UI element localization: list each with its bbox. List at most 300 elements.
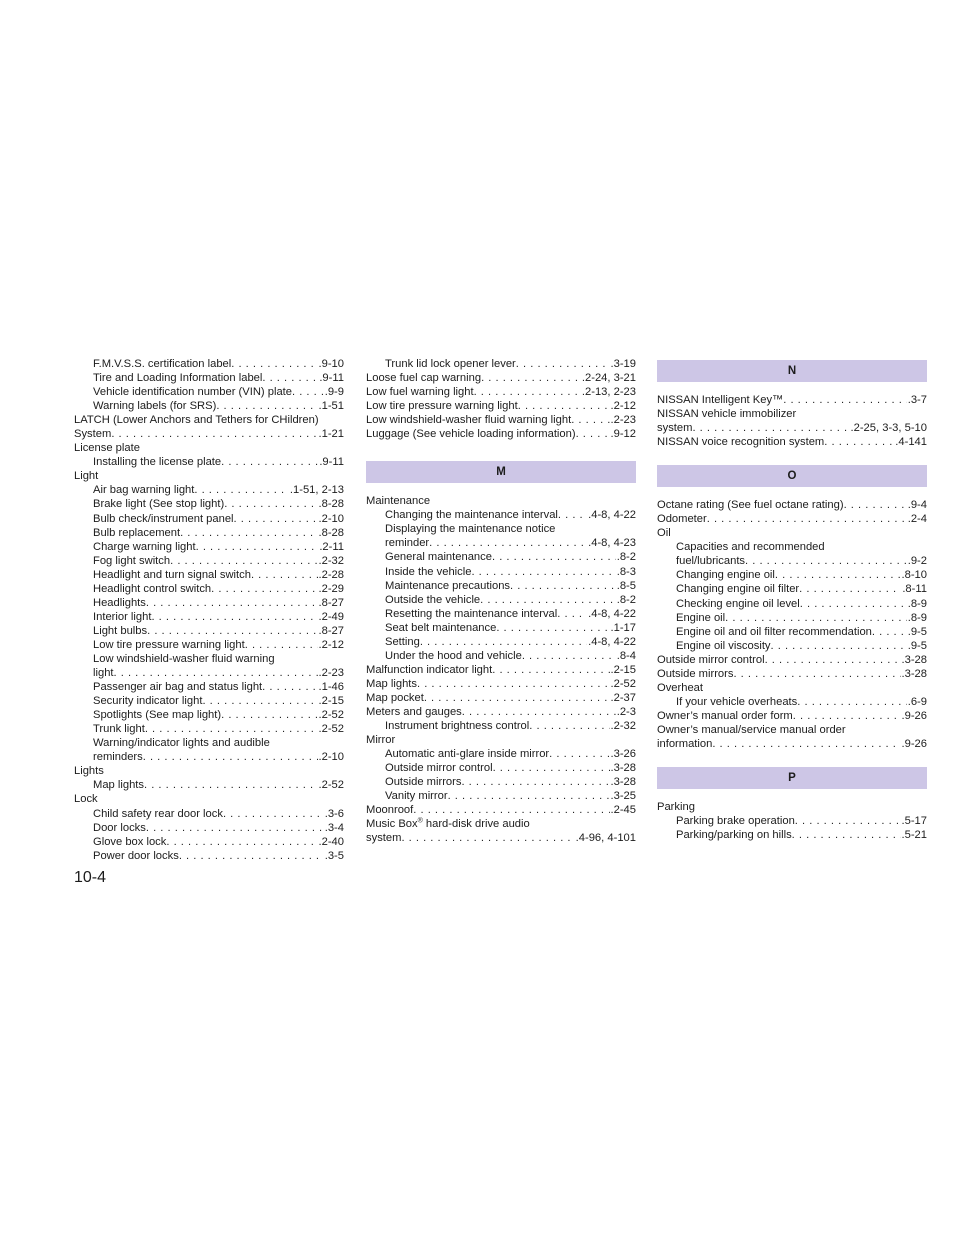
index-entry-page: .4-8, 4-22 — [588, 607, 636, 620]
index-entry-text: Instrument brightness control — [385, 720, 530, 733]
index-entry — [74, 694, 344, 708]
dot-leader — [775, 568, 901, 582]
index-entry — [74, 497, 344, 511]
index-entry-page: .2-52 — [610, 677, 636, 690]
index-entry-text: Outside the vehicle — [385, 593, 481, 606]
dot-leader — [522, 649, 616, 663]
dot-leader — [170, 554, 317, 568]
index-entry — [657, 407, 927, 421]
dot-leader — [480, 593, 616, 607]
dot-leader — [146, 821, 324, 835]
index-entry-text: License plate — [74, 442, 140, 455]
dot-leader — [231, 357, 317, 371]
index-entry — [74, 652, 344, 666]
index-entry-page: .5-17 — [901, 815, 927, 828]
spacer — [366, 483, 636, 494]
index-entry-text: Displaying the maintenance notice — [385, 523, 556, 536]
index-entry-text: system — [366, 832, 402, 845]
index-entry — [74, 666, 344, 680]
index-entry-page: .2-12 — [318, 638, 344, 651]
index-entry — [366, 733, 636, 747]
dot-leader — [481, 371, 581, 385]
index-entry-text: Low windshield-washer fluid warning — [93, 652, 275, 665]
index-entry — [657, 800, 927, 814]
index-entry — [657, 828, 927, 842]
index-entry-page: .2-23 — [610, 414, 636, 427]
index-entry — [657, 639, 927, 653]
dot-leader — [492, 663, 609, 677]
index-entry — [366, 817, 636, 831]
index-entry-page: .3-28 — [901, 667, 927, 680]
index-entry-text: Moonroof — [366, 804, 414, 817]
index-entry — [366, 691, 636, 705]
index-entry — [657, 814, 927, 828]
index-entry — [74, 722, 344, 736]
index-entry-text: Power door locks — [93, 849, 179, 862]
index-entry-page: .8-27 — [318, 596, 344, 609]
index-entry-text: Owner’s manual/service manual order — [657, 723, 846, 736]
index-entry-text: information — [657, 737, 713, 750]
index-entry-text: If your vehicle overheats — [676, 695, 798, 708]
index-entry-page: .3-19 — [610, 358, 636, 370]
index-entry-text: Luggage (See vehicle loading information) — [366, 428, 576, 441]
index-entry — [366, 663, 636, 677]
index-entry-page: .2-52 — [318, 709, 344, 722]
index-entry-page: .3-6 — [324, 807, 344, 820]
index-entry — [366, 371, 636, 385]
dot-leader — [251, 568, 318, 582]
index-entry — [657, 695, 927, 709]
index-entry — [74, 792, 344, 806]
index-entry — [74, 427, 344, 441]
index-entry-text: Loose fuel cap warning — [366, 372, 482, 385]
index-entry-page: .9-12 — [610, 428, 636, 441]
index-entry-page: .2-23 — [318, 667, 344, 680]
index-entry-page: .1-17 — [610, 621, 636, 634]
index-entry-text: Inside the vehicle — [385, 565, 472, 578]
dot-leader — [516, 357, 610, 371]
index-entry-text: NISSAN Intelligent Key™ — [657, 394, 784, 406]
index-entry-text: reminder — [385, 537, 430, 550]
index-entry — [74, 483, 344, 497]
dot-leader — [151, 610, 317, 624]
dot-leader — [292, 385, 324, 399]
index-entry-text: Map pocket — [366, 691, 424, 704]
dot-leader — [223, 807, 324, 821]
index-entry-text: Trunk lid lock opener lever — [385, 358, 516, 370]
index-entry — [366, 789, 636, 803]
index-entry-text: Child safety rear door lock — [93, 807, 223, 820]
dot-leader — [496, 621, 609, 635]
spacer — [366, 441, 636, 461]
index-entry — [657, 597, 927, 611]
index-entry — [366, 550, 636, 564]
index-entry — [366, 427, 636, 441]
index-entry — [74, 849, 344, 863]
index-entry-text: reminders — [93, 751, 143, 764]
index-entry-text: Changing engine oil filter — [676, 583, 800, 596]
dot-leader — [571, 413, 609, 427]
index-entry — [74, 750, 344, 764]
index-entry-text: Warning/indicator lights and audible — [93, 737, 270, 750]
index-entry — [366, 357, 636, 371]
index-entry-page: .2-24, 3-21 — [581, 372, 636, 385]
index-entry — [657, 681, 927, 695]
dot-leader — [707, 512, 907, 526]
index-entry — [366, 413, 636, 427]
index-entry-text: Capacities and recommended — [676, 541, 825, 554]
section-header-n: N — [657, 360, 927, 382]
index-entry — [366, 649, 636, 663]
dot-leader — [712, 737, 900, 751]
index-entry — [366, 831, 636, 845]
index-entry — [366, 775, 636, 789]
index-entry — [657, 498, 927, 512]
index-entry-page: .2-15 — [318, 695, 344, 708]
index-entry-text: NISSAN vehicle immobilizer — [657, 408, 797, 421]
dot-leader — [420, 635, 587, 649]
index-entry-text: Checking engine oil level — [676, 597, 800, 610]
index-entry-page: .2-3 — [616, 705, 636, 718]
index-entry — [74, 778, 344, 792]
dot-leader — [844, 498, 907, 512]
index-entry-page: .9-10 — [318, 358, 344, 370]
index-entry-text: Parking brake operation — [676, 815, 795, 828]
index-entry-page: .2-13, 2-23 — [581, 386, 636, 399]
dot-leader — [576, 427, 610, 441]
index-entry-text: Brake light (See stop light) — [93, 498, 225, 511]
dot-leader — [196, 540, 319, 554]
index-entry — [366, 803, 636, 817]
index-entry-text: Spotlights (See map light) — [93, 709, 222, 722]
index-entry — [74, 596, 344, 610]
dot-leader — [224, 497, 317, 511]
index-entry — [74, 441, 344, 455]
index-entry — [74, 736, 344, 750]
dot-leader — [549, 747, 609, 761]
index-entry-text: Maintenance — [366, 495, 431, 508]
index-entry — [74, 469, 344, 483]
index-entry — [366, 761, 636, 775]
index-entry — [74, 624, 344, 638]
index-entry-text: Lights — [74, 765, 104, 778]
index-entry-text: Installing the license plate — [93, 456, 222, 469]
index-entry — [657, 582, 927, 596]
spacer — [657, 449, 927, 465]
index-entry-text: Light — [74, 470, 99, 483]
dot-leader — [462, 705, 616, 719]
dot-leader — [245, 638, 318, 652]
index-entry-text: fuel/lubricants — [676, 555, 746, 568]
index-entry-page: .8-2 — [616, 593, 636, 606]
index-entry-text: Vanity mirror — [385, 790, 448, 803]
section-header-o: O — [657, 465, 927, 487]
index-entry — [657, 554, 927, 568]
dot-leader — [216, 399, 317, 413]
index-entry-text: Trunk light — [93, 723, 145, 736]
index-entry-text: Changing the maintenance interval — [385, 509, 558, 522]
index-entry — [74, 455, 344, 469]
index-entry — [366, 565, 636, 579]
index-entry-page: .2-52 — [318, 779, 344, 792]
dot-leader — [448, 789, 610, 803]
spacer — [657, 382, 927, 393]
dot-leader — [234, 512, 318, 526]
dot-leader — [824, 435, 894, 449]
index-entry-page: .1-46 — [318, 681, 344, 694]
dot-leader — [143, 750, 318, 764]
index-column-3 — [657, 357, 927, 842]
index-entry — [366, 607, 636, 621]
spacer — [657, 487, 927, 498]
dot-leader — [179, 849, 324, 863]
spacer — [657, 751, 927, 767]
index-entry-text: Parking/parking on hills — [676, 829, 792, 842]
index-entry-text: Under the hood and vehicle — [385, 649, 522, 662]
index-entry-page: .2-10 — [318, 751, 344, 764]
dot-leader — [492, 550, 616, 564]
index-entry — [74, 610, 344, 624]
index-entry — [74, 835, 344, 849]
index-entry-text: Map lights — [93, 779, 144, 792]
dot-leader — [493, 761, 610, 775]
index-entry — [657, 737, 927, 751]
index-entry-text: Overheat — [657, 681, 704, 694]
index-entry-page: .8-3 — [616, 565, 636, 578]
index-entry — [366, 494, 636, 508]
index-entry — [74, 399, 344, 413]
index-entry-page: .2-12 — [610, 400, 636, 413]
index-entry-page: .3-5 — [324, 849, 344, 862]
index-entry-page: .9-5 — [907, 625, 927, 638]
index-entry-text: F.M.V.S.S. certification label — [93, 358, 232, 370]
index-entry-page: .8-11 — [902, 583, 927, 596]
index-entry — [74, 413, 344, 427]
dot-leader — [692, 421, 849, 435]
dot-leader — [144, 778, 318, 792]
index-entry — [366, 522, 636, 536]
index-column-2 — [366, 357, 636, 845]
dot-leader — [145, 722, 318, 736]
index-entry-page: .4-8, 4-22 — [588, 635, 636, 648]
index-entry-page: .9-11 — [319, 372, 344, 385]
index-entry — [74, 540, 344, 554]
dot-leader — [166, 835, 317, 849]
index-entry — [657, 393, 927, 407]
index-entry-text: Tire and Loading Information label — [93, 372, 263, 385]
index-entry-text: Seat belt maintenance — [385, 621, 497, 634]
index-entry — [366, 621, 636, 635]
index-entry — [74, 385, 344, 399]
dot-leader — [417, 677, 610, 691]
dot-leader — [461, 775, 609, 789]
index-entry-page: .8-27 — [318, 624, 344, 637]
index-entry-text: Maintenance precautions — [385, 579, 511, 592]
index-entry-text: light — [93, 667, 114, 680]
index-entry — [74, 708, 344, 722]
index-entry-text: Engine oil viscosity — [676, 639, 771, 652]
index-entry-page: .1-21 — [318, 428, 344, 441]
index-entry-page: .3-28 — [610, 762, 636, 775]
index-entry-text: Map lights — [366, 677, 417, 690]
dot-leader — [733, 667, 900, 681]
index-entry-page: .2-45 — [610, 804, 636, 817]
index-entry-text: Bulb check/instrument panel — [93, 512, 234, 525]
index-entry-page: .2-52 — [318, 723, 344, 736]
dot-leader — [429, 536, 587, 550]
index-entry — [74, 512, 344, 526]
index-entry-text: Meters and gauges — [366, 705, 462, 718]
index-entry-page: .8-28 — [318, 526, 344, 539]
index-entry — [366, 593, 636, 607]
index-entry-text: Outside mirrors — [657, 667, 734, 680]
dot-leader — [424, 691, 610, 705]
index-entry — [74, 371, 344, 385]
index-entry-page: .9-5 — [907, 639, 927, 652]
index-entry-page: .9-26 — [901, 737, 927, 750]
index-entry-text: Octane rating (See fuel octane rating) — [657, 499, 844, 512]
index-entry-page: .1-51, 2-13 — [289, 484, 344, 497]
index-entry-text: Parking — [657, 801, 695, 814]
index-entry-page: .2-32 — [318, 554, 344, 567]
index-entry-page: .2-10 — [318, 512, 344, 525]
dot-leader — [872, 625, 907, 639]
index-entry-page: .8-10 — [901, 569, 927, 582]
dot-leader — [202, 694, 317, 708]
index-entry-text: Low tire pressure warning light — [93, 638, 245, 651]
index-entry — [366, 385, 636, 399]
index-entry-page: .2-29 — [318, 582, 344, 595]
dot-leader — [474, 385, 581, 399]
dot-leader — [180, 526, 317, 540]
index-entry-text: system — [657, 422, 693, 435]
page-number: 10-4 — [74, 869, 107, 886]
index-entry — [366, 719, 636, 733]
dot-leader — [413, 803, 609, 817]
dot-leader — [262, 680, 317, 694]
index-entry — [366, 635, 636, 649]
index-entry-page: .8-4 — [616, 649, 636, 662]
index-entry — [657, 667, 927, 681]
dot-leader — [765, 653, 901, 667]
index-entry-text: Charge warning light — [93, 540, 196, 553]
spacer — [657, 789, 927, 800]
dot-leader — [792, 828, 901, 842]
index-entry-page: .3-25 — [610, 790, 636, 803]
index-entry-page: .9-2 — [907, 555, 927, 568]
dot-leader — [799, 582, 901, 596]
index-entry-page: .4-8, 4-23 — [588, 537, 636, 550]
index-entry-page: .4-96, 4-101 — [575, 832, 636, 845]
index-entry-page: .8-9 — [907, 611, 927, 624]
index-entry — [657, 653, 927, 667]
index-entry — [657, 625, 927, 639]
index-entry-page: .2-11 — [319, 540, 344, 553]
index-entry-text: Fog light switch — [93, 554, 171, 567]
index-entry-text: Changing engine oil — [676, 569, 775, 582]
index-entry — [657, 540, 927, 554]
index-entry — [366, 677, 636, 691]
index-entry-page: .9-4 — [907, 499, 927, 512]
index-entry-page: .1-51 — [318, 400, 344, 413]
dot-leader — [114, 666, 318, 680]
dot-leader — [793, 709, 901, 723]
index-entry — [657, 568, 927, 582]
index-entry-page: .9-26 — [901, 709, 927, 722]
index-entry-page: .5-21 — [901, 829, 927, 842]
index-entry-text: Glove box lock — [93, 835, 167, 848]
index-entry-page: .2-4 — [907, 513, 927, 526]
index-entry-text: Light bulbs — [93, 624, 148, 637]
dot-leader — [800, 597, 907, 611]
index-entry-page: .3-28 — [610, 776, 636, 789]
dot-leader — [146, 596, 318, 610]
dot-leader — [147, 624, 317, 638]
index-entry-text: LATCH (Lower Anchors and Tethers for CHildren) — [74, 414, 319, 427]
index-entry-page: .2-37 — [610, 691, 636, 704]
dot-leader — [518, 399, 610, 413]
index-entry-page: .2-40 — [318, 835, 344, 848]
index-entry-page: .2-49 — [318, 610, 344, 623]
index-entry-text: Bulb replacement — [93, 526, 181, 539]
dot-leader — [401, 831, 574, 845]
index-entry-page: .8-2 — [616, 551, 636, 564]
index-entry-page: .2-25, 3-3, 5-10 — [850, 422, 927, 435]
index-entry — [366, 399, 636, 413]
index-entry — [657, 611, 927, 625]
index-entry-text: Owner’s manual order form — [657, 709, 793, 722]
dot-leader — [558, 508, 587, 522]
index-entry-text: Music Box® hard-disk drive audio — [366, 817, 530, 831]
dot-leader — [111, 427, 317, 441]
index-entry — [657, 421, 927, 435]
index-entry-page: .3-28 — [901, 653, 927, 666]
index-entry — [74, 680, 344, 694]
index-entry — [74, 357, 344, 371]
index-entry-text: Low windshield-washer fluid warning light — [366, 414, 572, 427]
dot-leader — [471, 565, 615, 579]
index-entry-text: Air bag warning light — [93, 484, 195, 497]
section-header-m: M — [366, 461, 636, 483]
dot-leader — [771, 639, 907, 653]
index-entry — [74, 821, 344, 835]
index-entry-text: Headlight control switch — [93, 582, 212, 595]
index-entry-text: Vehicle identification number (VIN) plate — [93, 386, 292, 399]
dot-leader — [557, 607, 587, 621]
dot-leader — [797, 695, 906, 709]
index-entry-text: Outside mirror control — [657, 653, 765, 666]
index-entry-page: .9-11 — [319, 456, 344, 469]
index-entry-text: Security indicator light — [93, 695, 203, 708]
index-entry-text: Low tire pressure warning light — [366, 400, 518, 413]
dot-leader — [783, 393, 906, 407]
index-entry-page: .3-4 — [324, 821, 344, 834]
index-entry-text: Malfunction indicator light — [366, 663, 493, 676]
index-entry-text: Interior light — [93, 610, 152, 623]
index-entry — [74, 764, 344, 778]
index-entry-text: Headlights — [93, 596, 146, 609]
index-entry-page: .3-26 — [610, 748, 636, 761]
dot-leader — [529, 719, 609, 733]
index-entry-text: Low fuel warning light — [366, 386, 474, 399]
index-entry-text: NISSAN voice recognition system — [657, 436, 825, 449]
index-entry-page: .4-8, 4-22 — [588, 509, 636, 522]
index-entry — [657, 435, 927, 449]
index-column-1 — [74, 357, 344, 863]
index-entry — [366, 747, 636, 761]
dot-leader — [745, 554, 907, 568]
dot-leader — [211, 582, 317, 596]
